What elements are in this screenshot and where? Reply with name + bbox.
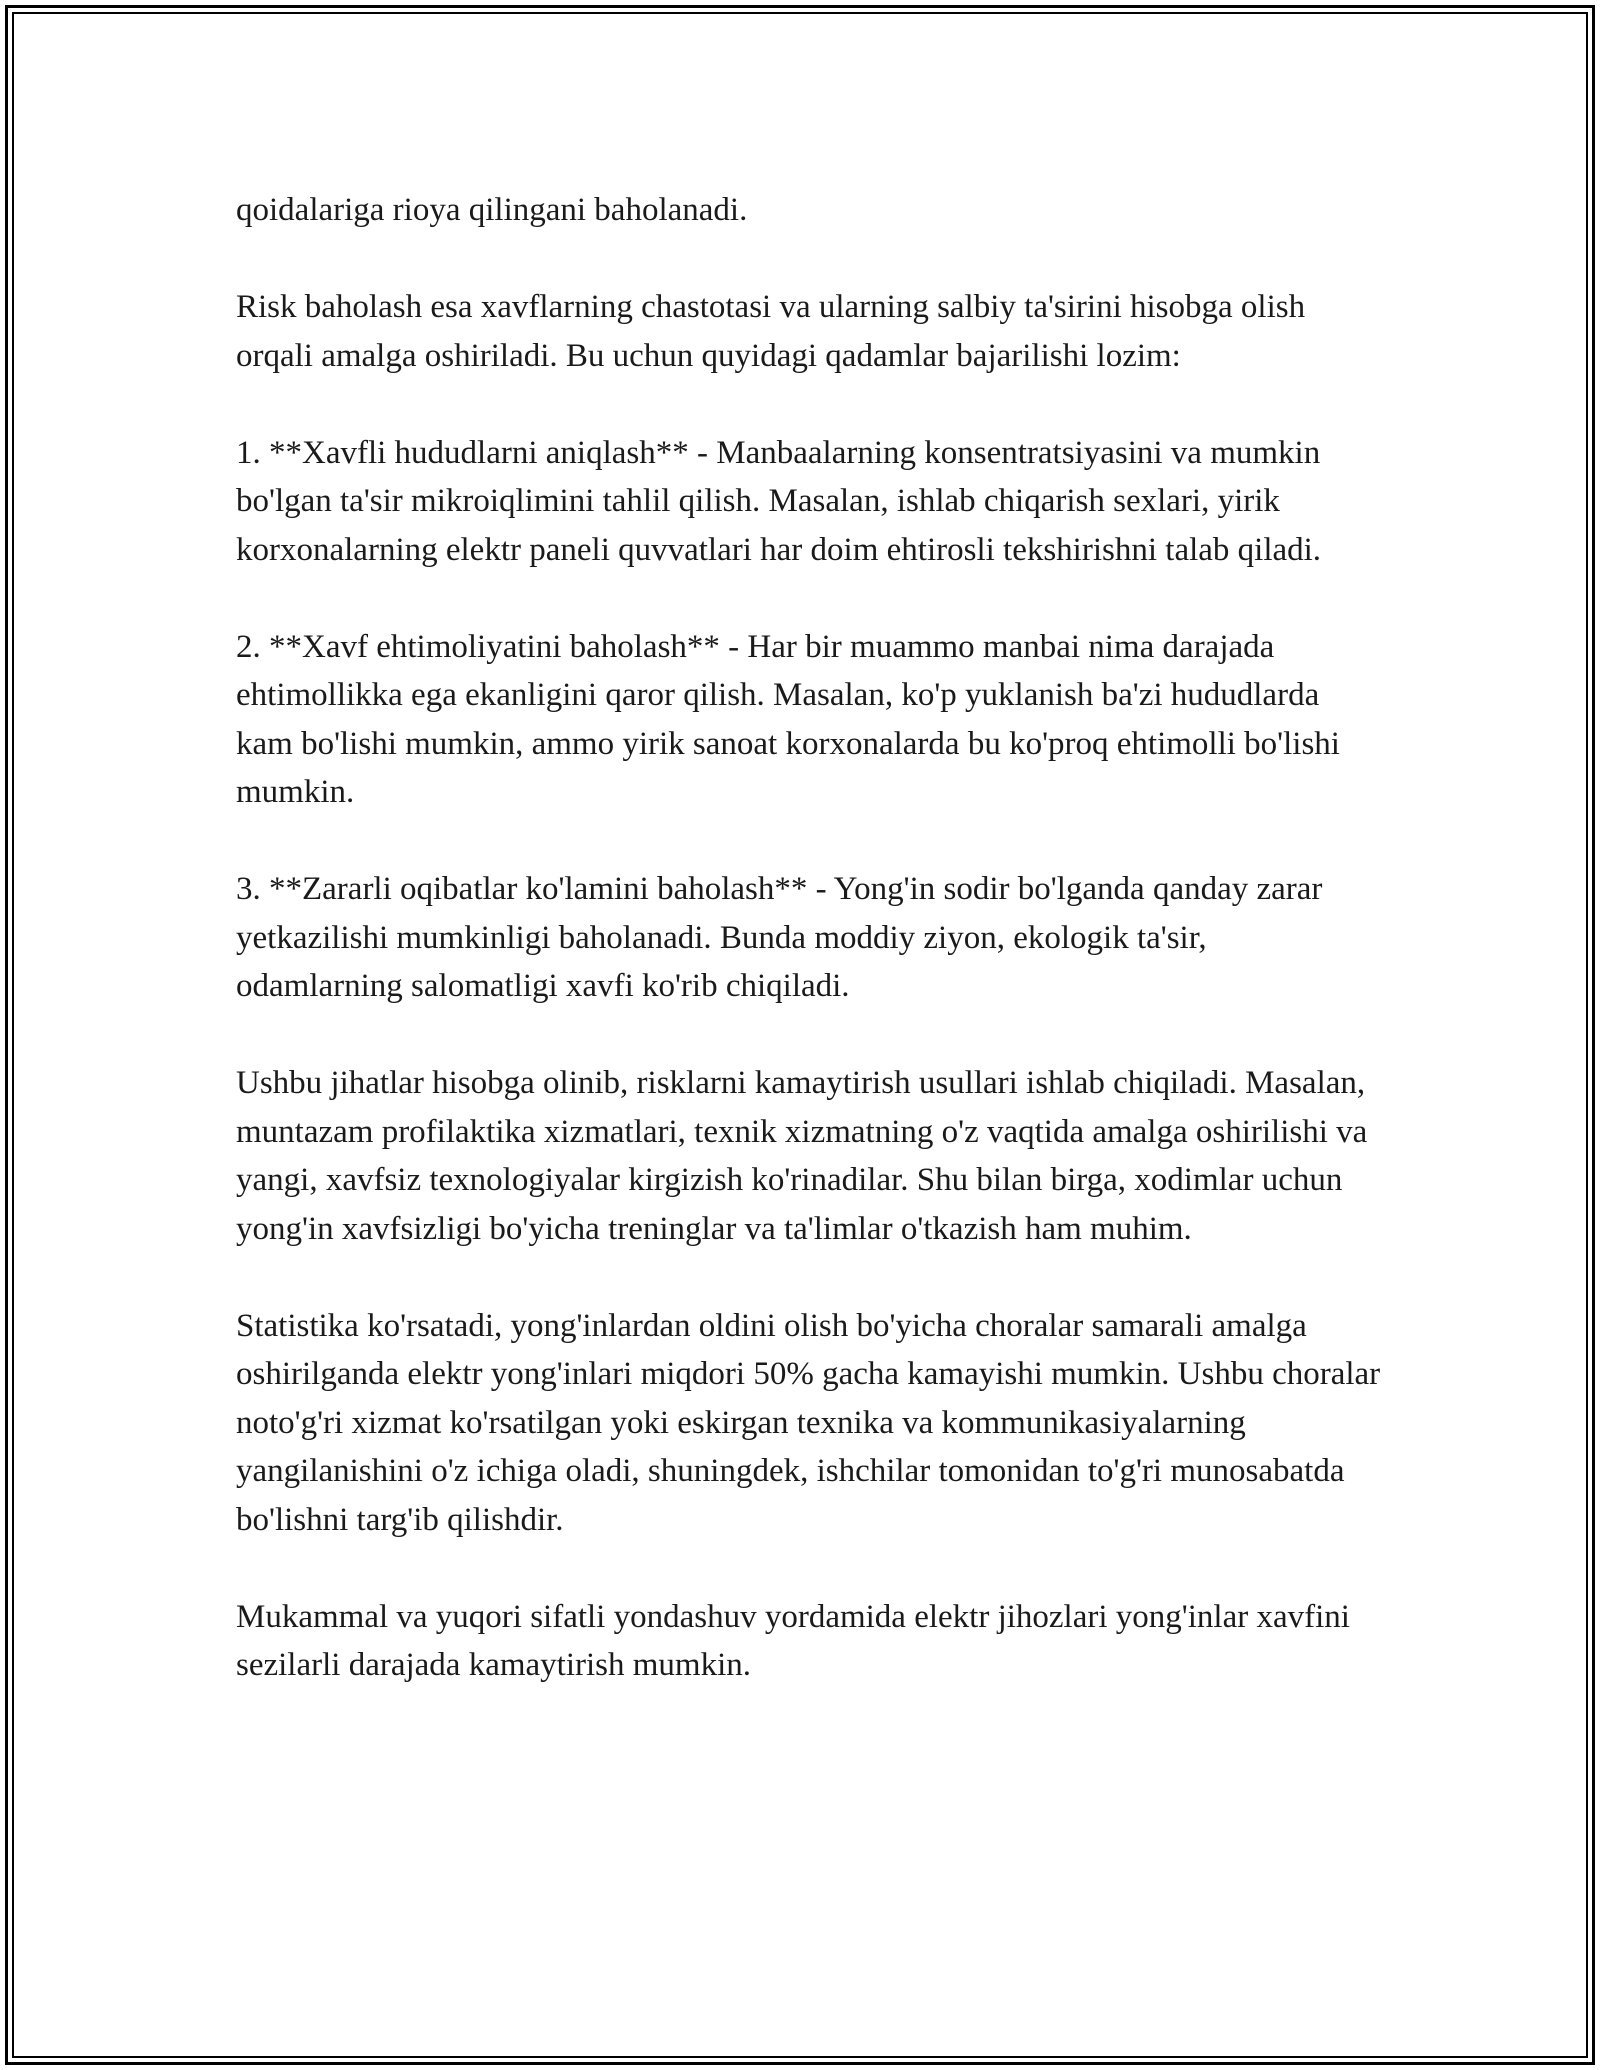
paragraph-risk-intro: Risk baholash esa xavflarning chastotasi va ularning salbiy ta'sirini hisobga olish orqali amalga oshiriladi. Bu uchun quyidagi qadamlar bajarilishi lozim: bbox=[236, 289, 1306, 374]
paragraph-risk-reduction: Ushbu jihatlar hisobga olinib, risklarni kamaytirish usullari ishlab chiqiladi. Masalan, muntazam profilaktika xizmatlari, texnik xizmatning o'z vaqtida amalga oshirilishi va yangi, xavfsiz texnologiyalar kirgizish ko'rinadilar. Shu bilan birga, xodimlar uchun yong'in xavfsizligi bo'yicha treninglar va ta'limlar o'tkazish ham muhim. bbox=[236, 1065, 1368, 1247]
document-body bbox=[236, 186, 1381, 1738]
list-item-step-1: 1. **Xavfli hududlarni aniqlash** - Manbaalarning konsentratsiyasini va mumkin bo'lgan ta'sir mikroiqlimini tahlil qilish. Masalan, ishlab chiqarish sexlari, yirik korxonalarning elektr paneli quvvatlari har doim ehtirosli tekshirishni talab qiladi. bbox=[236, 434, 1322, 568]
paragraph-continuation: qoidalariga rioya qilingani baholanadi. bbox=[236, 192, 748, 228]
paragraph-conclusion: Mukammal va yuqori sifatli yondashuv yordamida elektr jihozlari yong'inlar xavfini sezilarli darajada kamaytirish mumkin. bbox=[236, 1598, 1350, 1683]
list-item-step-3: 3. **Zararli oqibatlar ko'lamini baholash** - Yong'in sodir bo'lganda qanday zarar yetkazilishi mumkinligi baholanadi. Bunda moddiy ziyon, ekologik ta'sir, odamlarning salomatligi xavfi ko'rib chiqiladi. bbox=[236, 871, 1323, 1004]
paragraph-statistics: Statistika ko'rsatadi, yong'inlardan oldini olish bo'yicha choralar samarali amalga oshirilganda elektr yong'inlari miqdori 50% gacha kamayishi mumkin. Ushbu choralar noto'g'ri xizmat ko'rsatilgan yoki eskirgan texnika va kommunikasiyalarning yangilanishini o'z ichiga oladi, shuningdek, ishchilar tomonidan to'g'ri munosabatda bo'lishni targ'ib qilishdir. bbox=[236, 1307, 1381, 1538]
list-item-step-2: 2. **Xavf ehtimoliyatini baholash** - Har bir muammo manbai nima darajada ehtimollikka ega ekanligini qaror qilish. Masalan, ko'p yuklanish ba'zi hududlarda kam bo'lishi mumkin, ammo yirik sanoat korxonalarda bu ko'proq ehtimolli bo'lishi mumkin. bbox=[236, 628, 1340, 810]
